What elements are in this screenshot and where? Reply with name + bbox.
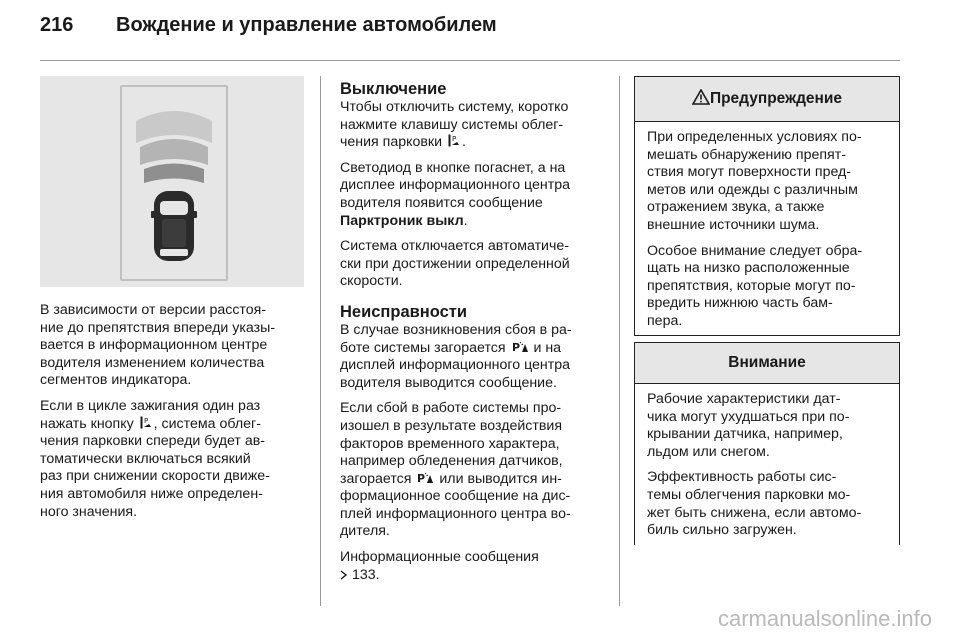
text-line: скорости. [340, 273, 403, 290]
text-line-with-icon [340, 134, 572, 152]
text-line: нажмите клавишу системы облег- [340, 116, 564, 133]
text-line: льдом или снегом. [647, 443, 770, 460]
paragraph-led-off [340, 160, 572, 230]
text-line: В зависимости от версии расстоя- [40, 302, 267, 318]
text-line: Рабочие характеристики дат- [647, 391, 841, 407]
warning-title: Предупреждение [709, 90, 843, 107]
text-line: пера. [647, 312, 683, 329]
text-line: жет быть снижена, если автомо- [647, 504, 862, 521]
illustration-frame [120, 85, 228, 281]
sensor-segment-middle [140, 139, 208, 165]
text-line: щать на низко расположенные [647, 260, 850, 277]
sensor-segment-outer [136, 111, 212, 143]
text-line: плей информационного центра во- [340, 505, 571, 522]
svg-text:P: P [452, 135, 457, 144]
page-header [40, 14, 497, 37]
sensor-segment-inner [144, 164, 204, 184]
text-line: биль сильно загружен. [647, 522, 797, 539]
paragraph-auto-off [340, 238, 572, 291]
text-line: чения парковки спереди будет ав- [40, 433, 266, 450]
caution-title: Внимание [728, 354, 806, 371]
page-reference: 133. [351, 566, 380, 583]
column-divider-left [320, 76, 321, 606]
text-line: вается в информационном центре [40, 337, 268, 354]
text-line: Эффективность работы сис- [647, 469, 837, 486]
text-line: Чтобы отключить систему, коротко [340, 99, 569, 115]
text-line: мешать обнаружению препят- [647, 146, 846, 163]
text-line: Если в цикле зажигания один раз [40, 397, 261, 414]
text-line: ствия могут поверхности пред- [647, 164, 852, 181]
text-line: раз при снижении скорости движе- [40, 468, 270, 485]
svg-text:P: P [143, 416, 148, 425]
parking-button-icon [140, 416, 152, 429]
heading-switch-off: Выключение [340, 80, 447, 98]
text-fragment: загорается [340, 470, 412, 487]
page-number: 216 [40, 14, 74, 36]
paragraph-switch-off [340, 99, 572, 152]
text-line-with-icon [340, 471, 572, 489]
paragraph-info-messages [340, 549, 572, 584]
parking-fault-icon [512, 340, 528, 353]
text-line: томатически включаться всякий [40, 450, 251, 467]
text-line: дисплей информационного центра [340, 357, 571, 374]
header-rule [40, 60, 900, 61]
text-line: водителя изменением количества [40, 354, 265, 371]
text-line: например обледенения датчиков, [340, 453, 563, 470]
warning-paragraph-1 [647, 129, 887, 235]
caution-paragraph-1 [647, 391, 887, 461]
parking-assist-illustration [40, 76, 304, 287]
text-line: дителя. [340, 523, 390, 540]
warning-header [635, 77, 899, 122]
text-line: метов или одежды с различным [647, 181, 858, 198]
text-fragment: . [462, 134, 466, 151]
text-line: внешние источники шума. [647, 216, 820, 233]
text-line: факторов временного характера, [340, 435, 560, 452]
heading-faults: Неисправности [340, 302, 468, 321]
text-line: водителя появится сообщение [340, 194, 543, 211]
parking-fault-icon [417, 471, 433, 484]
text-fragment: нажать кнопку [40, 415, 134, 432]
cross-reference-link[interactable] [340, 567, 572, 585]
caution-header [635, 343, 899, 384]
message-parktronic-off: Парктроник выкл [340, 212, 464, 229]
text-line [340, 213, 572, 231]
arrow-right-icon [340, 570, 348, 580]
text-line: отражением звука, а также [647, 199, 825, 216]
text-line: формационное сообщение на дис- [340, 488, 571, 505]
warning-triangle-icon [692, 89, 710, 105]
caution-box [634, 342, 900, 545]
column-2-text [340, 80, 572, 592]
text-line: ного значения. [40, 503, 138, 520]
warning-box [634, 76, 900, 336]
parking-button-icon [448, 134, 460, 147]
text-line: ние до препятствия впереди указы- [40, 319, 276, 336]
column-1-text [40, 302, 275, 529]
text-line: крывании датчика, например, [647, 426, 843, 443]
warning-paragraph-2 [647, 243, 887, 331]
text-line-with-icon [340, 340, 572, 358]
text-line: чика могут ухудшаться при по- [647, 408, 850, 425]
page-title: Вождение и управление автомобилем [116, 14, 497, 36]
paragraph-fault-light [340, 322, 572, 392]
text-line: сегментов индикатора. [40, 372, 192, 389]
svg-text:P: P [417, 471, 426, 484]
text-fragment: чения парковки [340, 134, 443, 151]
text-line: препятствия, которые могут по- [647, 277, 856, 294]
caution-body [635, 384, 899, 540]
text-line: Информационные сообщения [340, 549, 539, 566]
text-line: вредить нижнюю часть бам- [647, 295, 833, 312]
car-top-view-icon [151, 191, 197, 261]
text-line: водителя выводится сообщение. [340, 374, 557, 391]
caution-paragraph-2 [647, 469, 887, 539]
text-line: дисплее информационного центра [340, 177, 571, 194]
text-line: Особое внимание следует обра- [647, 242, 863, 259]
paragraph-temporary-fault [340, 400, 572, 541]
text-line: Если сбой в работе системы про- [340, 400, 562, 417]
text-line: В случае возникновения сбоя в ра- [340, 321, 572, 338]
text-line: изошел в результате воздействия [340, 417, 563, 434]
column-divider-right [619, 76, 620, 606]
text-line: Светодиод в кнопке погаснет, а на [340, 159, 566, 176]
text-line: ски при достижении определенной [340, 255, 570, 272]
text-fragment: , система облег- [153, 415, 261, 432]
text-fragment: . [463, 212, 468, 229]
parking-sensor-icon [122, 87, 226, 279]
paragraph-segment-display [40, 302, 275, 390]
paragraph-auto-activation [40, 398, 275, 521]
text-line-with-icon [40, 416, 275, 434]
text-fragment: и на [533, 339, 562, 356]
text-fragment: боте системы загорается [340, 339, 506, 356]
svg-text:P: P [511, 340, 520, 353]
text-line: темы облегчения парковки мо- [647, 486, 851, 503]
text-line: Система отключается автоматиче- [340, 238, 569, 255]
watermark: carmanualsonline.info [717, 606, 932, 631]
text-line: При определенных условиях по- [647, 129, 862, 145]
warning-body [635, 122, 899, 331]
text-line: ния автомобиля ниже определен- [40, 485, 263, 502]
text-fragment: или выводится ин- [439, 470, 562, 487]
